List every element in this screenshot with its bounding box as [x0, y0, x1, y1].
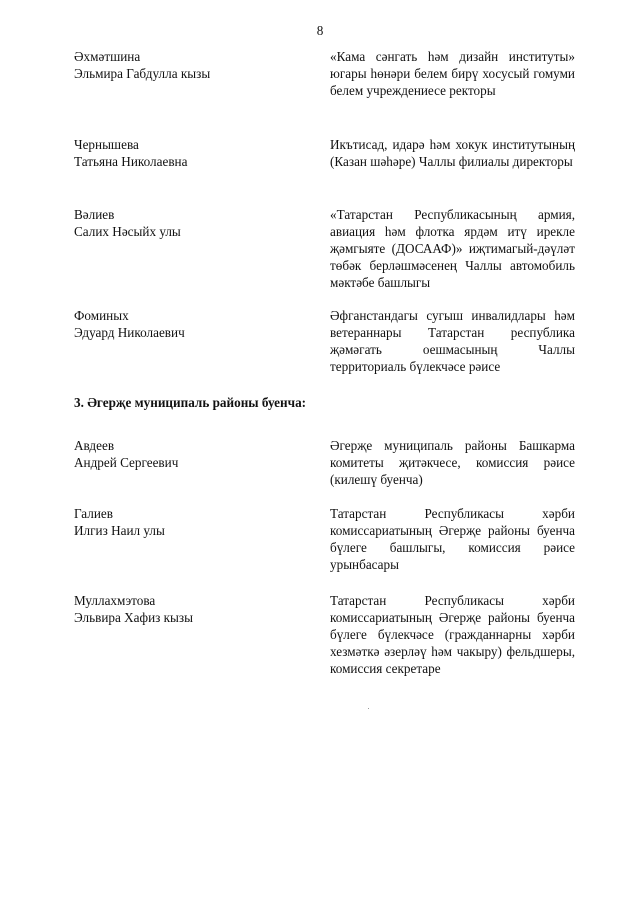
member-name — [74, 48, 294, 82]
member-surname: Әхмәтшина — [74, 49, 141, 64]
member-surname: Авдеев — [74, 438, 115, 453]
member-name — [74, 437, 294, 471]
member-given-names: Андрей Сергеевич — [74, 455, 179, 470]
member-position: «Кама сәнгать һәм дизайн институты» югары һөнәри белем бирү хосусый гомуми белем учреждениесе ректоры — [330, 49, 575, 98]
member-surname: Фоминых — [74, 308, 129, 323]
member-name — [74, 592, 294, 626]
member-position: Икътисад, идарә һәм хокук институтының (Казан шәһәре) Чаллы филиалы директоры — [330, 137, 575, 169]
member-position: «Татарстан Республикасының армия, авиация һәм флотка ярдәм итү ирекле җәмгыяте (ДОСААФ)» иҗтимагый-дәүләт төбәк берләшмәсенең Чаллы автомобиль мәктәбе башлыгы — [330, 207, 575, 290]
member-name — [74, 206, 294, 240]
member-surname: Чернышева — [74, 137, 139, 152]
member-surname: Вәлиев — [74, 207, 115, 222]
member-name — [74, 307, 294, 341]
scan-speck — [368, 708, 369, 709]
page-number: 8 — [316, 23, 324, 38]
member-given-names: Эдуард Николаевич — [74, 325, 185, 340]
member-surname: Муллахмэтова — [74, 593, 156, 608]
section-heading: 3. Әгерҗе муниципаль районы буенча: — [74, 395, 307, 410]
member-given-names: Татьяна Николаевна — [74, 154, 188, 169]
member-name — [74, 505, 294, 539]
member-surname: Галиев — [74, 506, 113, 521]
member-given-names: Эльмира Габдулла кызы — [74, 66, 211, 81]
member-position: Татарстан Республикасы хәрби комиссариатының Әгерҗе районы буенча бүлеге башлыгы, комиссия рәисе урынбасары — [330, 506, 575, 572]
member-position: Татарстан Республикасы хәрби комиссариатының Әгерҗе районы буенча бүлеге бүлекчәсе (гражданнарны хәрби хезмәткә әзерләү һәм чакыру) фельдшеры, комиссия секретаре — [330, 593, 575, 676]
member-given-names: Илгиз Наил улы — [74, 523, 165, 538]
member-position: Әгерҗе муниципаль районы Башкарма комитеты җитәкчесе, комиссия рәисе (килешү буенча) — [330, 438, 575, 487]
member-name — [74, 136, 294, 170]
member-position: Әфганстандагы сугыш инвалидлары һәм ветераннары Татарстан республика җәмәгать оешмасының Чаллы территориаль бүлекчәсе рәисе — [330, 308, 575, 374]
member-given-names: Эльвира Хафиз кызы — [74, 610, 193, 625]
member-given-names: Салих Нәсыйх улы — [74, 224, 181, 239]
